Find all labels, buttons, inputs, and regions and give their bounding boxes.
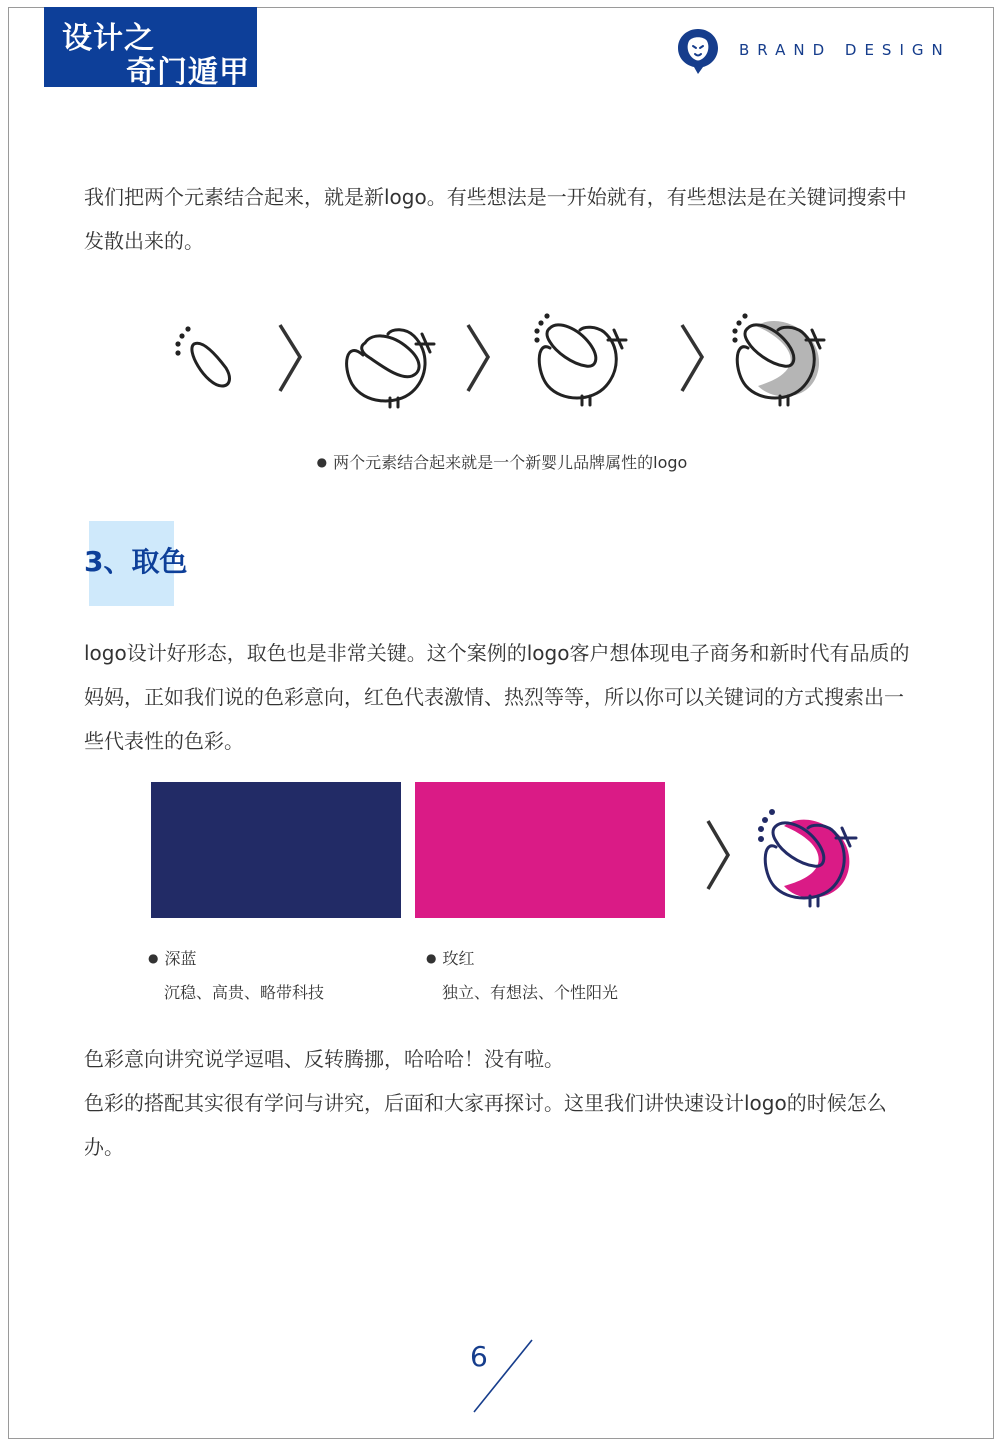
color-intro-paragraph: logo设计好形态，取色也是非常关键。这个案例的logo客户想体现电子商务和新时代有品质的妈妈，正如我们说的色彩意向，红色代表激情、热烈等等，所以你可以关键词的方式搜索出一些代表性的色彩。 <box>84 641 910 753</box>
outro-paragraph <box>84 1037 920 1169</box>
bullet-icon: ● <box>148 951 159 965</box>
logo-line1: 设计之 <box>62 21 155 56</box>
navy-swatch-label <box>148 946 197 969</box>
intro-paragraph: 我们把两个元素结合起来，就是新logo。有些想法是一开始就有，有些想法是在关键词搜索中发散出来的。 <box>84 185 907 253</box>
lion-shield-icon <box>676 27 720 75</box>
chevron-right-icon <box>682 325 702 391</box>
chick-gray-filled-icon <box>732 313 824 405</box>
magenta-color-swatch <box>415 782 665 918</box>
chevron-right-icon <box>700 815 736 895</box>
section-title: 3、取色 <box>84 545 188 578</box>
bullet-icon: ● <box>426 951 437 965</box>
outro-line2: 色彩的搭配其实很有学问与讲究，后面和大家再探讨。这里我们讲快速设计logo的时候怎么办。 <box>84 1091 887 1159</box>
chevron-right-icon <box>468 325 488 391</box>
brand-design-label: BRAND DESIGN <box>739 41 951 59</box>
outro-line1: 色彩意向讲究说学逗唱、反转腾挪，哈哈哈！没有啦。 <box>84 1047 564 1071</box>
page-number-slash-decoration <box>470 1338 536 1414</box>
chevron-right-icon <box>280 325 300 391</box>
navy-swatch-name: 深蓝 <box>164 949 197 968</box>
logo-line2: 奇门遁甲 <box>126 55 250 90</box>
chick-with-dots-icon <box>534 313 626 405</box>
magenta-swatch-name: 玫红 <box>442 949 475 968</box>
page-number: 6 <box>470 1340 488 1373</box>
figure-caption <box>0 450 1004 473</box>
navy-color-swatch <box>151 782 401 918</box>
magenta-swatch-description: 独立、有想法、个性阳光 <box>442 983 619 1002</box>
chick-outline-icon <box>347 330 434 407</box>
bullet-icon: ● <box>316 455 328 469</box>
magenta-swatch-label <box>426 946 475 969</box>
site-logo <box>44 7 257 90</box>
logo-evolution-illustration <box>160 300 860 420</box>
chick-colored-logo-icon <box>752 798 864 908</box>
navy-swatch-description: 沉稳、高贵、略带科技 <box>164 983 325 1002</box>
figure-caption-text: 两个元素结合起来就是一个新婴儿品牌属性的logo <box>333 453 688 472</box>
footprint-icon <box>175 326 229 386</box>
